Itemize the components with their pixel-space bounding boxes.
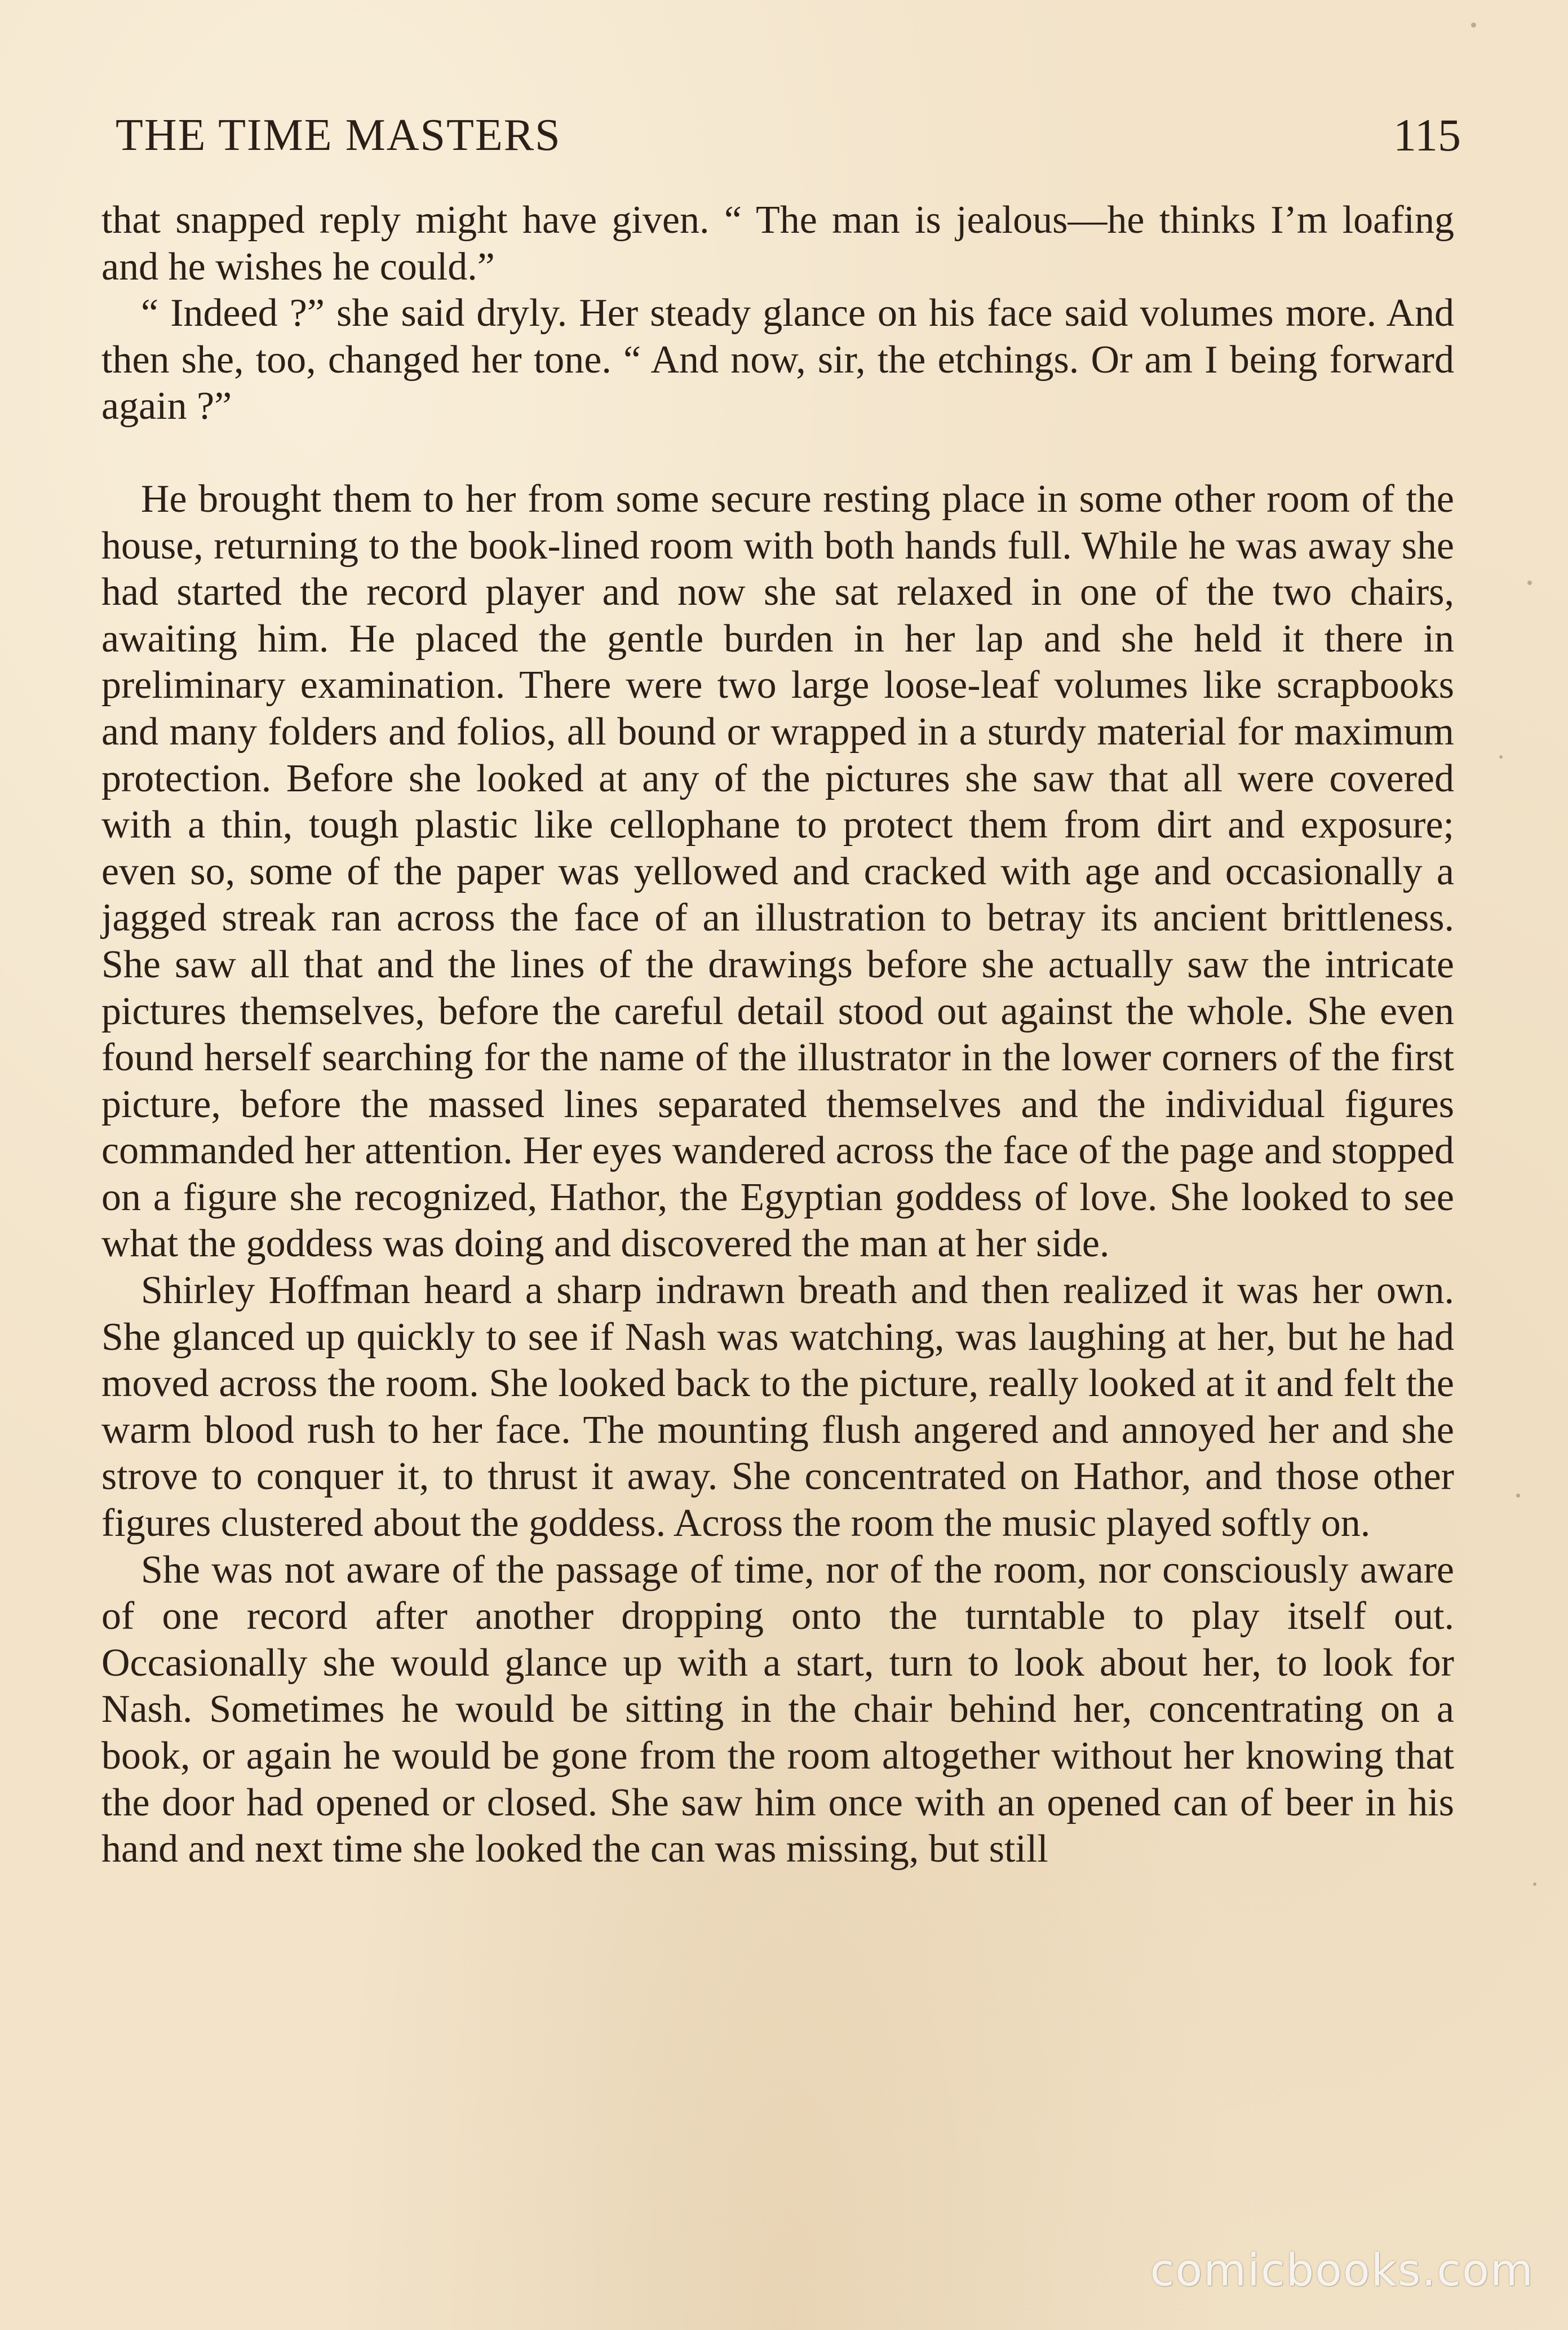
paragraph-shirley: Shirley Hoffman heard a sharp indrawn breath and then realized it was her own. She glanced up quickly to see if Nash was watching, was laughing at her, but he had moved across the room. She looked back to the picture, really looked at it and felt the warm blood rush to her face. The mounting flush angered and annoyed her and she strove to conquer it, to thrust it away. She concentrated on Hathor, and those other figures clustered about the goddess. Across the room the music played softly on. (101, 1269, 1454, 1545)
paragraph-dialogue: “ Indeed ?” she said dryly. Her steady glance on his face said volumes more. And then she, too, changed her tone. “ And now, sir, the etchings. Or am I being forward again ?” (101, 291, 1454, 428)
paragraph-etchings: He brought them to her from some secure resting place in some other room of the house, returning to the book-lined room with both hands full. While he was away she had started the record player and now she sat relaxed in one of the two chairs, awaiting him. He placed the gentle burden in her lap and she held it there in preliminary examination. There were two large loose-leaf volumes like scrapbooks and many folders and folios, all bound or wrapped in a sturdy material for maximum protection. Before she looked at any of the pictures she saw that all were covered with a thin, tough plastic like cellophane to protect them from dirt and exposure; even so, some of the paper was yellowed and cracked with age and occasionally a jagged streak ran across the face of an illustration to betray its ancient brittleness. She saw all that and the lines of the drawings before she actually saw the intricate pictures themselves, before the careful detail stood out against the whole. She even found herself searching for the name of the illustrator in the lower corners of the first picture, before the massed lines separated themselves and the individual figures commanded her attention. Her eyes wandered across the face of the page and stopped on a figure she recognized, Hathor, the Egyptian goddess of love. She looked to see what the goddess was doing and discovered the man at her side. (101, 477, 1454, 1266)
paper-speck (1533, 1882, 1536, 1886)
paper-speck (1527, 581, 1532, 585)
page-number: 115 (1393, 109, 1461, 161)
paragraph-continuation: that snapped reply might have given. “ The man is jealous—he thinks I’m loafing and he wishes he could.” (101, 198, 1454, 289)
watermark-text: comicbooks.com (1150, 2245, 1534, 2296)
paper-speck (1471, 23, 1476, 28)
paragraph-time-passage: She was not aware of the passage of time, nor of the room, nor consciously aware of one record after another dropping onto the turntable to play itself out. Occasionally she would glance up with a start, turn to look about her, to look for Nash. Sometimes he would be sitting in the chair behind her, concentrating on a book, or again he would be gone from the room altogether without her knowing that the door had opened or closed. She saw him once with an opened can of beer in his hand and next time she looked the can was missing, but still (101, 1548, 1454, 1871)
running-head-title: THE TIME MASTERS (116, 110, 561, 160)
paper-speck (1499, 755, 1503, 759)
running-head (116, 104, 1461, 166)
body-text (101, 197, 1454, 1873)
paper-speck (1516, 1494, 1520, 1498)
